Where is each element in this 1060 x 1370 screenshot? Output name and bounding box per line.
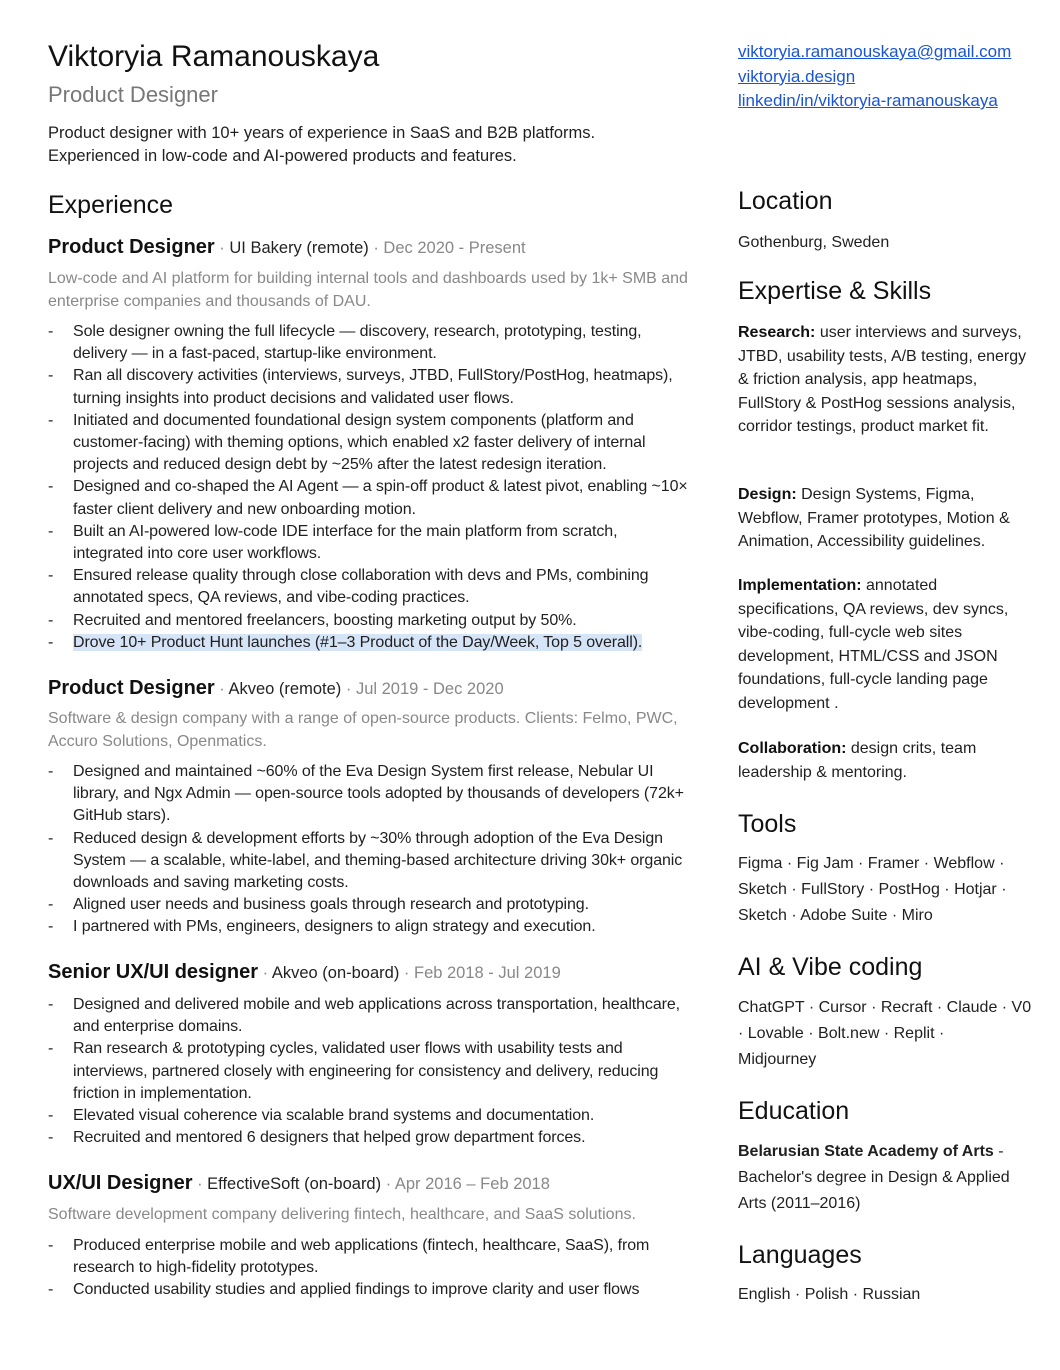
skill-group-implementation: [738, 574, 1033, 715]
experience-heading: Experience: [48, 191, 174, 219]
bullet-text: Initiated and documented foundational design system components (platform and customer-facing) with theming options, which enabled x2 faster delivery of internal projects and reduced design debt by ~25% after the latest redesign iteration.: [73, 411, 646, 474]
job-title: UX/UI Designer: [48, 1172, 193, 1194]
bullet-text: Sole designer owning the full lifecycle — discovery, research, prototyping, testing, delivery — in a fast-paced, startup-like environment.: [73, 323, 642, 363]
website-link[interactable]: viktoryia.design: [738, 66, 856, 86]
bullet-text: Designed and co-shaped the AI Agent — a spin-off product & latest pivot, enabling ~10× faster client delivery and new onboarding motion.: [73, 478, 688, 518]
skill-text: user interviews and surveys, JTBD, usability tests, A/B testing, energy & friction analysis, app heatmaps, FullStory & PostHog sessions analysis, corridor testings, product market fit.: [738, 324, 1027, 435]
candidate-name: Viktoryia Ramanouskaya: [48, 40, 380, 73]
skill-label: Research:: [738, 324, 816, 341]
bullet-item: - Designed and co-shaped the AI Agent — a spin-off product & latest pivot, enabling ~10× faster client delivery and new onboarding motion.: [48, 478, 688, 518]
job-company: Akveo (remote): [228, 680, 342, 698]
bullet-text: Ran all discovery activities (interviews, surveys, JTBD, FullStory/PostHog, heatmaps), turning insights into product decisions and validated user flows.: [73, 367, 673, 407]
skill-group-research: [738, 321, 1033, 439]
bullet-text: Designed and delivered mobile and web applications across transportation, healthcare, and enterprise domains.: [73, 996, 680, 1036]
bullet-item: - Sole designer owning the full lifecycle — discovery, research, prototyping, testing, delivery — in a fast-paced, startup-like environment.: [48, 323, 642, 363]
skill-label: Design:: [738, 486, 797, 503]
job-bullets: [48, 994, 688, 1149]
school-name: Belarusian State Academy of Arts: [738, 1143, 994, 1160]
separator: ·: [381, 1175, 395, 1193]
bullet-text: Built an AI-powered low-code IDE interface for the main platform from scratch, integrated into core user workflows.: [73, 522, 618, 563]
separator: ·: [341, 680, 356, 698]
ai-tools-list: [738, 995, 1038, 1073]
skill-text: annotated specifications, QA reviews, dev syncs, vibe-coding, full-cycle web sites development, HTML/CSS and JSON foundations, full-cycle landing page development .: [738, 577, 1009, 712]
bullet-text: Elevated visual coherence via scalable brand systems and documentation.: [73, 1107, 595, 1125]
job-header: [48, 1172, 550, 1195]
separator: -: [993, 1143, 1004, 1160]
bullet-text: Aligned user needs and business goals through research and prototyping.: [73, 896, 589, 914]
separator: ·: [214, 239, 230, 257]
bullet-item: - Reduced design & development efforts by ~30% through adoption of the Eva Design System — a scalable, white-label, and theming-based architecture driving 30k+ organic downloads and saving marketing costs.: [48, 829, 683, 892]
skill-text: design crits, team leadership & mentoring.: [738, 740, 977, 781]
bullet-text: Ran research & prototyping cycles, validated user flows with usability tests and interviews, partnered closely with engineering for consistency and delivery, reducing friction in implementation.: [73, 1040, 659, 1102]
bullet-item: - Recruited and mentored 6 designers that helped grow department forces.: [48, 1129, 586, 1147]
bullet-item: - Initiated and documented foundational design system components (platform and customer-facing) with theming options, which enabled x2 faster delivery of internal projects and reduced design debt by ~25% after the latest redesign iteration.: [48, 411, 646, 474]
job-company: EffectiveSoft (on-board): [207, 1175, 382, 1193]
bullet-item: - Elevated visual coherence via scalable brand systems and documentation.: [48, 1107, 595, 1125]
linkedin-link[interactable]: linkedin/in/viktoryia-ramanouskaya: [738, 91, 998, 110]
summary-line: Product designer with 10+ years of experience in SaaS and B2B platforms.: [48, 124, 596, 142]
degree-line: Bachelor's degree in Design & Applied: [738, 1169, 1010, 1186]
job-company: Akveo (on-board): [271, 964, 400, 982]
job-header: [48, 236, 526, 259]
job-bullets: [48, 1235, 688, 1302]
job-header: [48, 961, 561, 984]
ai-line: Midjourney: [738, 1051, 817, 1068]
skills-heading: Expertise & Skills: [738, 277, 932, 305]
ai-line: · Lovable · Bolt.new · Replit ·: [738, 1025, 945, 1042]
skill-group-collaboration: [738, 737, 1033, 784]
contact-links: [738, 40, 1011, 114]
tools-line: Sketch · FullStory · PostHog · Hotjar ·: [738, 881, 1007, 898]
bullet-item: - Designed and delivered mobile and web applications across transportation, healthcare, and enterprise domains.: [48, 996, 680, 1036]
tools-line: Figma · Fig Jam · Framer · Webflow ·: [738, 855, 1005, 872]
job-company: UI Bakery (remote): [229, 239, 369, 257]
bullet-text-selected: Drove 10+ Product Hunt launches (#1–3 Product of the Day/Week, Top 5 overall).: [73, 633, 643, 651]
bullet-text: I partnered with PMs, engineers, designers to align strategy and execution.: [73, 918, 596, 936]
bullet-item: - Built an AI-powered low-code IDE interface for the main platform from scratch, integrated into core user workflows.: [48, 522, 618, 563]
education-entry: [738, 1139, 1038, 1217]
bullet-text: Designed and maintained ~60% of the Eva Design System first release, Nebular UI library, and Ngx Admin — open-source tools adopted by thousands of developers (72k+ GitHub stars).: [73, 763, 684, 825]
summary: [48, 122, 688, 168]
job-dates: Jul 2019 - Dec 2020: [355, 680, 504, 698]
bullet-item: - Recruited and mentored freelancers, boosting marketing output by 50%.: [48, 611, 577, 629]
bullet-text: Reduced design & development efforts by ~30% through adoption of the Eva Design System — a scalable, white-label, and theming-based architecture driving 30k+ organic downloads and saving marketing costs.: [73, 829, 683, 892]
bullet-item: - Aligned user needs and business goals through research and prototyping.: [48, 896, 589, 914]
skill-label: Implementation:: [738, 577, 862, 594]
languages-heading: Languages: [738, 1241, 862, 1269]
location-value: Gothenburg, Sweden: [738, 234, 890, 251]
bullet-item: - Ran research & prototyping cycles, validated user flows with usability tests and interviews, partnered closely with engineering for consistency and delivery, reducing friction in implementation.: [48, 1040, 659, 1102]
ai-line: ChatGPT · Cursor · Recraft · Claude · V0: [738, 999, 1032, 1016]
separator: ·: [258, 964, 272, 982]
bullet-text: Conducted usability studies and applied findings to improve clarity and user flows: [73, 1281, 640, 1299]
languages-list: English · Polish · Russian: [738, 1286, 921, 1303]
job-dates: Dec 2020 - Present: [383, 239, 526, 257]
bullet-text: Recruited and mentored freelancers, boosting marketing output by 50%.: [73, 611, 577, 629]
location-heading: Location: [738, 187, 833, 215]
job-title: Senior UX/UI designer: [48, 961, 259, 983]
skill-label: Collaboration:: [738, 740, 847, 757]
job-description: Software development company delivering fintech, healthcare, and SaaS solutions.: [48, 1206, 636, 1223]
summary-line: Experienced in low-code and AI-powered products and features.: [48, 147, 517, 165]
bullet-item: - Ensured release quality through close collaboration with devs and PMs, combining annotated specs, QA reviews, and vibe-coding practices.: [48, 567, 649, 607]
job-dates: Feb 2018 - Jul 2019: [413, 964, 561, 982]
skill-text: Design Systems, Figma, Webflow, Framer prototypes, Motion & Animation, Accessibility guidelines.: [738, 486, 1010, 550]
job-title: Product Designer: [48, 677, 215, 699]
ai-heading: AI & Vibe coding: [738, 953, 923, 981]
candidate-role: Product Designer: [48, 82, 218, 107]
skill-group-design: [738, 483, 1033, 554]
bullet-item-highlighted: - Drove 10+ Product Hunt launches (#1–3 Product of the Day/Week, Top 5 overall).: [48, 633, 643, 651]
bullet-text: Produced enterprise mobile and web applications (fintech, healthcare, SaaS), from research to high-fidelity prototypes.: [73, 1237, 650, 1277]
separator: ·: [192, 1175, 208, 1193]
job-header: [48, 677, 504, 700]
degree-line: Arts (2011–2016): [738, 1195, 861, 1212]
bullet-item: - Designed and maintained ~60% of the Eva Design System first release, Nebular UI library, and Ngx Admin — open-source tools adopted by thousands of developers (72k+ GitHub stars).: [48, 763, 684, 825]
separator: ·: [399, 964, 414, 982]
bullet-item: - Conducted usability studies and applied findings to improve clarity and user flows: [48, 1281, 640, 1299]
bullet-text: Recruited and mentored 6 designers that helped grow department forces.: [73, 1129, 586, 1147]
tools-list: [738, 851, 1038, 929]
job-description: Software & design company with a range of open-source products. Clients: Felmo, PWC, Accuro Solutions, Openmatics.: [48, 710, 678, 750]
tools-heading: Tools: [738, 810, 797, 838]
job-bullets: [48, 761, 688, 939]
tools-line: Sketch · Adobe Suite · Miro: [738, 907, 933, 924]
job-bullets: [48, 321, 688, 654]
bullet-text: Ensured release quality through close collaboration with devs and PMs, combining annotated specs, QA reviews, and vibe-coding practices.: [73, 567, 649, 607]
separator: ·: [368, 239, 384, 257]
bullet-item: - I partnered with PMs, engineers, designers to align strategy and execution.: [48, 918, 596, 936]
separator: ·: [214, 680, 229, 698]
bullet-item: - Produced enterprise mobile and web applications (fintech, healthcare, SaaS), from research to high-fidelity prototypes.: [48, 1237, 650, 1277]
job-dates: Apr 2016 – Feb 2018: [394, 1175, 550, 1193]
job-description: Low-code and AI platform for building internal tools and dashboards used by 1k+ SMB and enterprise companies and thousands of DAU.: [48, 270, 688, 310]
education-heading: Education: [738, 1097, 850, 1125]
email-link[interactable]: viktoryia.ramanouskaya@gmail.com: [738, 42, 1012, 61]
bullet-item: - Ran all discovery activities (interviews, surveys, JTBD, FullStory/PostHog, heatmaps), turning insights into product decisions and validated user flows.: [48, 367, 673, 407]
job-title: Product Designer: [48, 236, 215, 258]
